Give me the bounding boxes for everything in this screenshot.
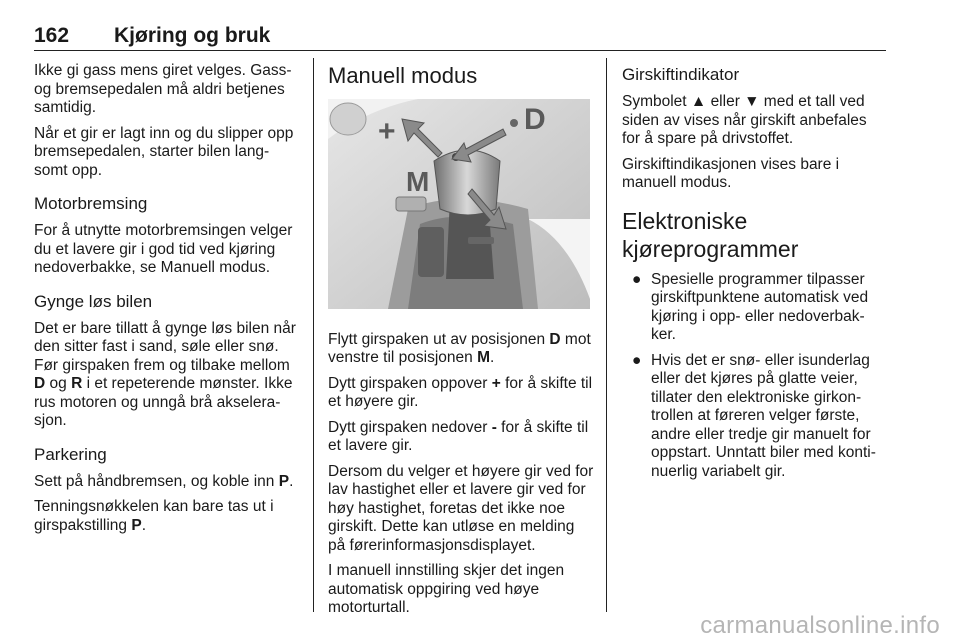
figure-label-plus: + [378, 115, 396, 148]
column-middle [328, 62, 594, 625]
section-heading-girskiftindikator: Girskiftindikator [622, 65, 740, 84]
column-divider-1 [313, 58, 314, 612]
figure-label-m: M [406, 166, 430, 197]
bullet-icon: ● [632, 270, 642, 288]
figure-label-d: D [524, 103, 546, 136]
section-heading-gynge: Gynge løs bilen [34, 291, 153, 311]
bullet-icon: ● [632, 351, 642, 369]
section-heading-motorbremsing: Motorbremsing [34, 194, 148, 213]
paragraph: Når et gir er lagt inn og du slipper opp bremsepedalen, starter bilen lang- somt opp. [34, 124, 294, 179]
paragraph: Dersom du velger et høyere gir ved for lav hastighet eller et lavere gir ved for høy hastighet, foretas det ikke noe girskift. Dette kan utløse en melding på førerinformasjonsdisplayet. [328, 462, 594, 554]
section-heading-parkering: Parkering [34, 444, 107, 464]
paragraph: Ikke gi gass mens giret velges. Gass- og bremsepedalen må aldri betjenes samtidig. [34, 62, 292, 116]
paragraph: Flytt girspaken ut av posisjonen D mot venstre til posisjonen M. [328, 330, 591, 366]
paragraph: Det er bare tillatt å gynge løs bilen når den sitter fast i sand, søle eller snø. Før girspaken frem og tilbake mellom D og R i et repeterende mønster. Ikke rus motoren og unngå brå akselera- sjon. [34, 319, 296, 429]
bullet-list [622, 271, 888, 482]
paragraph: I manuell innstilling skjer det ingen automatisk oppgiring ved høye motorturtall. [328, 562, 565, 616]
gear-lever-illustration [328, 99, 590, 309]
paragraph: Tenningsnøkkelen kan bare tas ut i girspakstilling P. [34, 498, 274, 534]
watermark: carmanualsonline.info [700, 612, 940, 639]
figure-label-minus [468, 237, 494, 244]
paragraph: Sett på håndbremsen, og koble inn P. [34, 472, 294, 490]
column-right [622, 62, 888, 488]
paragraph: Dytt girspaken nedover - for å skifte til et lavere gir. [328, 418, 589, 454]
paragraph: For å utnytte motorbremsingen velger du et lavere gir i god tid ved kjøring nedoverbakke, se Manuell modus. [34, 222, 293, 276]
column-left [34, 62, 300, 542]
paragraph: Girskiftindikasjonen vises bare i manuell modus. [622, 155, 840, 191]
page-number: 162 [34, 24, 70, 47]
page-header [34, 24, 886, 51]
paragraph: Dytt girspaken oppover + for å skifte til et høyere gir. [328, 374, 593, 410]
list-item: ● Spesielle programmer tilpasser girskiftpunktene automatisk ved kjøring i opp- eller nedoverbak- ker. [632, 270, 869, 343]
paragraph: Symbolet ▲ eller ▼ med et tall ved siden av vises når girskift anbefales for å spare på drivstoffet. [622, 93, 867, 147]
column-divider-2 [606, 58, 607, 612]
section-heading-manuell-modus: Manuell modus [328, 63, 478, 88]
page-title: Kjøring og bruk [114, 24, 271, 47]
list-item: ● Hvis det er snø- eller isunderlag eller det kjøres på glatte veier, tillater den elektroniske girkon- trollen at føreren velger første, andre eller tredje gir manuelt for oppstart. Unntatt biler med konti- nuerlig variabelt gir. [632, 351, 876, 480]
section-heading-elektroniske: Elektroniske kjøreprogrammer [622, 207, 799, 262]
